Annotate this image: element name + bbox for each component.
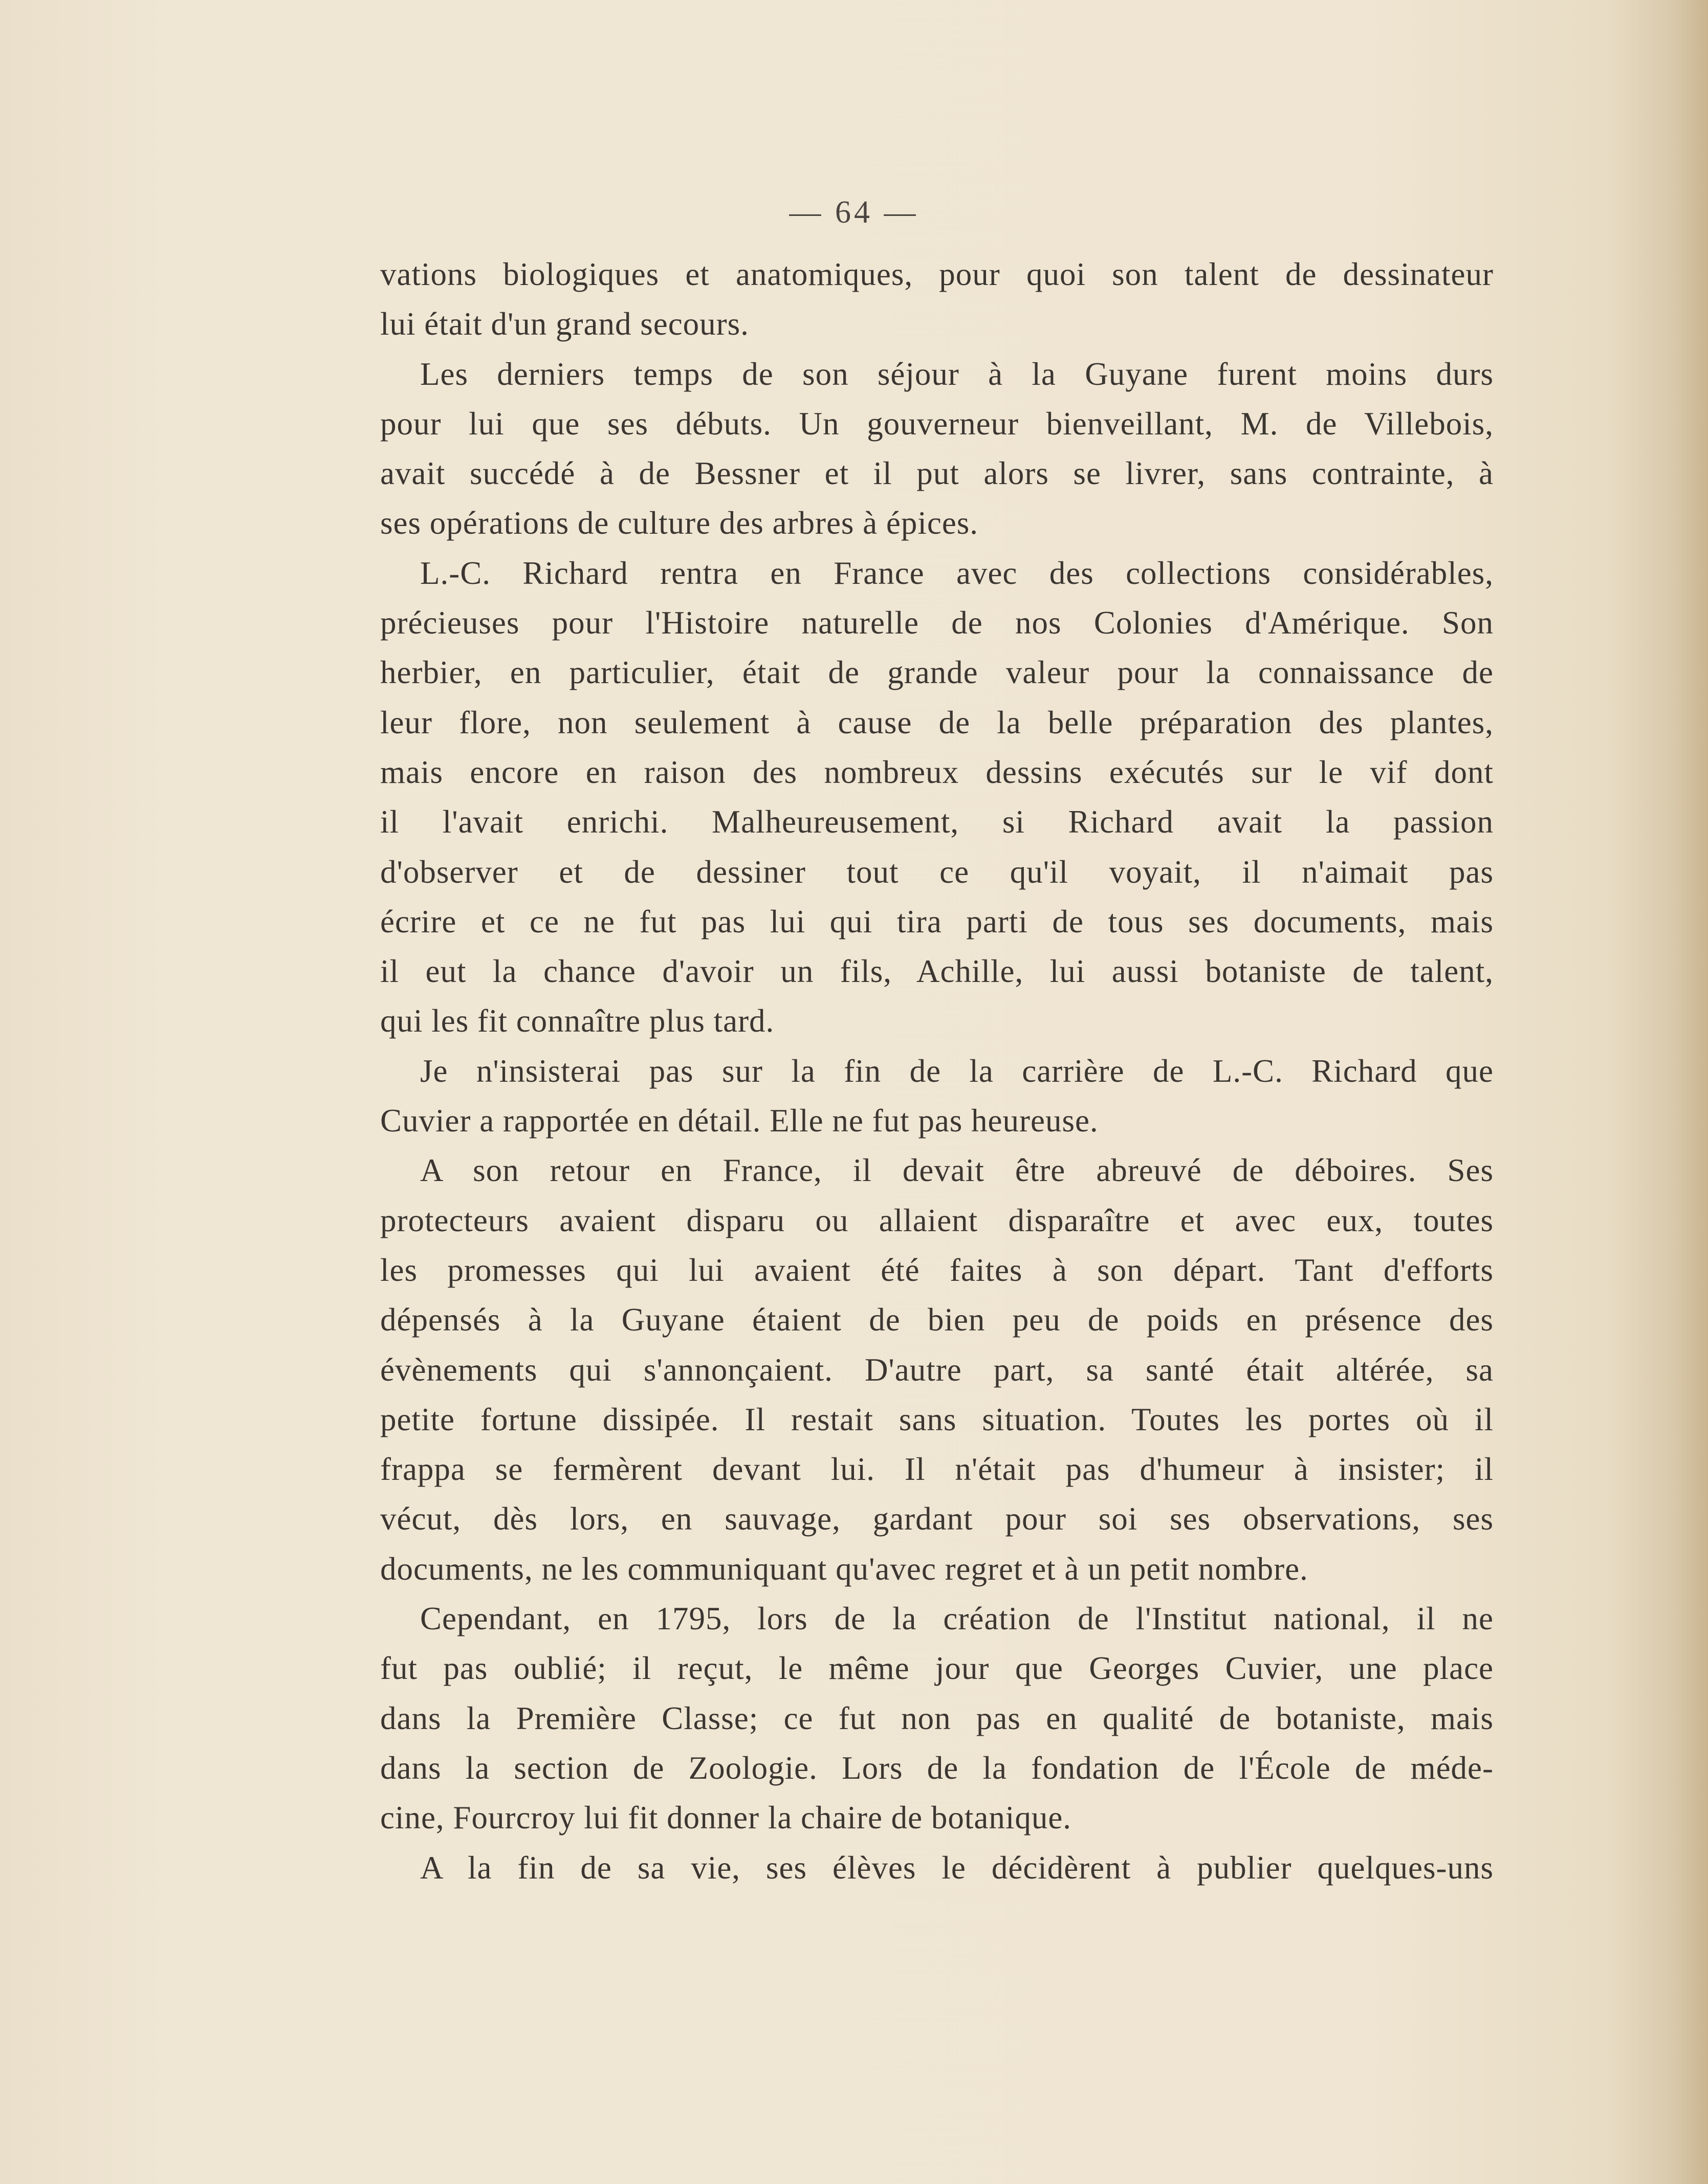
text-line: il eut la chance d'avoir un fils, Achille, lui aussi botaniste de talent, [380,953,1494,990]
text-line: herbier, en particulier, était de grande valeur pour la connaissance de [380,654,1494,691]
text-line: d'observer et de dessiner tout ce qu'il voyait, il n'aimait pas [380,854,1494,890]
text-line: dans la Première Classe; ce fut non pas en qualité de botaniste, mais [380,1700,1494,1736]
text-line: écrire et ce ne fut pas lui qui tira parti de tous ses documents, mais [380,903,1494,940]
text-line: évènements qui s'annonçaient. D'autre part, sa santé était altérée, sa [380,1351,1494,1388]
paragraph [380,549,1494,1046]
text-line: petite fortune dissipée. Il restait sans situation. Toutes les portes où il [380,1401,1494,1437]
paragraph [380,1046,1494,1146]
text-line: il l'avait enrichi. Malheureusement, si Richard avait la passion [380,804,1494,840]
text-line: frappa se fermèrent devant lui. Il n'était pas d'humeur à insister; il [380,1451,1494,1488]
text-line: Je n'insisterai pas sur la fin de la carrière de L.-C. Richard que [420,1053,1494,1089]
page-number: — 64 — [789,195,919,230]
paragraph [380,350,1494,549]
text-line: Les derniers temps de son séjour à la Guyane furent moins durs [420,356,1494,392]
text-line: avait succédé à de Bessner et il put alors se livrer, sans contrainte, à [380,455,1494,492]
paragraph [380,250,1494,350]
text-line: vations biologiques et anatomiques, pour quoi son talent de dessinateur [380,256,1494,292]
text-line: A son retour en France, il devait être abreuvé de déboires. Ses [420,1152,1494,1189]
text-line: qui les fit connaître plus tard. [380,1003,775,1039]
text-line: dépensés à la Guyane étaient de bien peu de poids en présence des [380,1302,1494,1338]
text-line: A la fin de sa vie, ses élèves le décidèrent à publier quelques-uns [420,1849,1494,1886]
paragraph [380,1843,1494,1893]
text-line: dans la section de Zoologie. Lors de la fondation de l'École de méde- [380,1750,1494,1786]
text-line: L.-C. Richard rentra en France avec des collections considérables, [420,555,1494,591]
text-line: ses opérations de culture des arbres à épices. [380,505,979,541]
text-line: vécut, dès lors, en sauvage, gardant pour soi ses observations, ses [380,1501,1494,1537]
text-line: Cuvier a rapportée en détail. Elle ne fut pas heureuse. [380,1103,1099,1139]
text-line: fut pas oublié; il reçut, le même jour que Georges Cuvier, une place [380,1650,1494,1687]
text-line: cine, Fourcroy lui fit donner la chaire de botanique. [380,1800,1072,1836]
text-line: mais encore en raison des nombreux dessins exécutés sur le vif dont [380,754,1494,790]
body-text [380,250,1494,1893]
text-line: protecteurs avaient disparu ou allaient disparaître et avec eux, toutes [380,1202,1494,1238]
text-line: pour lui que ses débuts. Un gouverneur bienveillant, M. de Villebois, [380,405,1494,442]
text-line: Cependant, en 1795, lors de la création de l'Institut national, il ne [420,1601,1494,1637]
paragraph [380,1594,1494,1843]
text-line: lui était d'un grand secours. [380,306,749,342]
text-line: documents, ne les communiquant qu'avec regret et à un petit nombre. [380,1550,1308,1587]
paragraph [380,1146,1494,1594]
text-line: leur flore, non seulement à cause de la belle préparation des plantes, [380,704,1494,740]
text-line: les promesses qui lui avaient été faites à son départ. Tant d'efforts [380,1252,1494,1288]
text-line: précieuses pour l'Histoire naturelle de nos Colonies d'Amérique. Son [380,605,1494,641]
